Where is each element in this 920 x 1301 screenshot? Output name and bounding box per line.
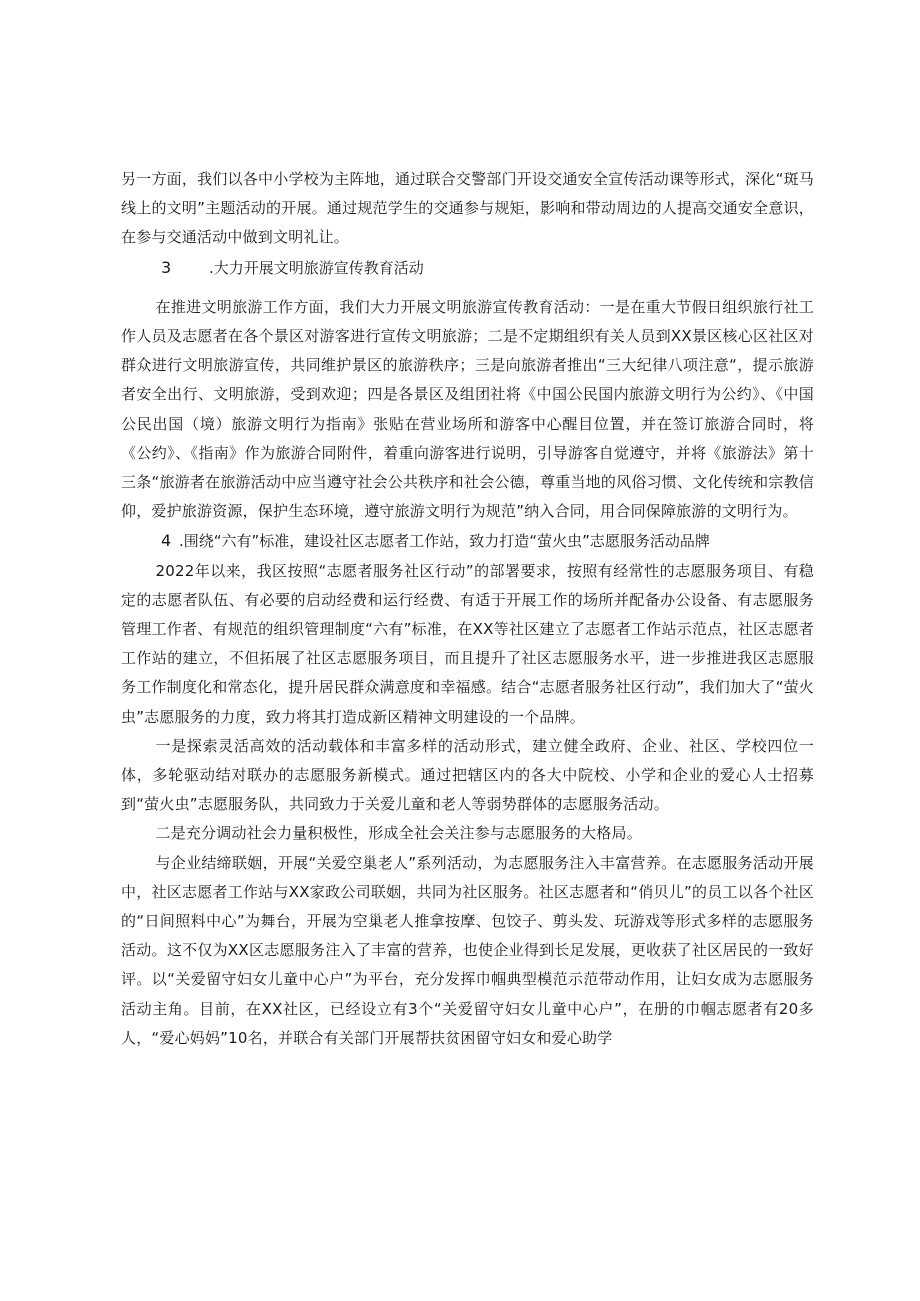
document-body (121, 165, 814, 1053)
paragraph-traffic-safety: 另一方面，我们以各中小学校为主阵地，通过联合交警部门开设交通安全宣传活动课等形式，深化“斑马线上的文明”主题活动的开展。通过规范学生的交通参与规矩，影响和带动周边的人提高交通安全意识，在参与交通活动中做到文明礼让。 (121, 170, 814, 247)
section-heading-3 (121, 253, 814, 283)
section-heading-4 (121, 526, 814, 556)
paragraph-civilized-tourism: 在推进文明旅游工作方面，我们大力开展文明旅游宣传教育活动：一是在重大节假日组织旅行社工作人员及志愿者在各个景区对游客进行宣传文明旅游；二是不定期组织有关人员到XX景区核心区社区对群众进行文明旅游宣传，共同维护景区的旅游秩序；三是向旅游者推出“三大纪律八项注意“，提示旅游者安全出行、文明旅游，受到欢迎；四是各景区及组团社将《中国公民国内旅游文明行为公约》、《中国公民出国（境）旅游文明行为指南》张贴在营业场所和游客中心醒目位置，并在签订旅游合同时，将《公约》、《指南》作为旅游合同附件，着重向游客进行说明，引导游客自觉遵守，并将《旅游法》第十三条“旅游者在旅游活动中应当遵守社会公共秩序和社会公德，尊重当地的风俗习惯、文化传统和宗教信仰，爱护旅游资源，保护生态环境，遵守旅游文明行为规范”纳入合同，用合同保障旅游的文明行为。 (121, 297, 814, 521)
section-number-4: 4 (161, 531, 172, 551)
paragraph-point-two: 二是充分调动社会力量积极性，形成全社会关注参与志愿服务的大格局。 (155, 824, 642, 843)
paragraph-point-one: 一是探索灵活高效的活动载体和丰富多样的活动形式，建立健全政府、企业、社区、学校四位一体，多轮驱动结对联办的志愿服务新模式。通过把辖区内的各大中院校、小学和企业的爱心人士招募到“萤火虫”志愿服务队，共同致力于关爱儿童和老人等弱势群体的志愿服务活动。 (121, 736, 814, 814)
section-title-3: .大力开展文明旅游宣传教育活动 (209, 258, 424, 277)
section-number-3: 3 (161, 257, 172, 277)
paragraph-volunteer-2022: 2022年以来，我区按照“志愿者服务社区行动”的部署要求，按照有经常性的志愿服务项目、有稳定的志愿者队伍、有必要的启动经费和运行经费、有适于开展工作的场所并配备办公设备、有志愿服务管理工作者、有规范的组织管理制度“六有”标准，在XX等社区建立了志愿者工作站示范点，社区志愿者工作站的建立，不但拓展了社区志愿服务项目，而且提升了社区志愿服务水平，进一步推进我区志愿服务工作制度化和常态化，提升居民群众满意度和幸福感。结合“志愿者服务社区行动”，我们加大了“萤火虫”志愿服务的力度，致力将其打造成新区精神文明建设的一个品牌。 (121, 561, 814, 726)
section-title-4: .围绕“六有”标准，建设社区志愿者工作站，致力打造“萤火虫”志愿服务活动品牌 (179, 532, 710, 551)
paragraph-enterprise-partnership: 与企业结缔联姻，开展“关爱空巢老人”系列活动，为志愿服务注入丰富营养。在志愿服务活动开展中，社区志愿者工作站与XX家政公司联姻，共同为社区服务。社区志愿者和“俏贝儿”的员工以各个社区的“日间照料中心”为舞台，开展为空巢老人推拿按摩、包饺子、剪头发、玩游戏等形式多样的志愿服务活动。这不仅为XX区志愿服务注入了丰富的营养，也使企业得到长足发展，更收获了社区居民的一致好评。以“关爱留守妇女儿童中心户”为平台，充分发挥巾帼典型模范示范带动作用，让妇女成为志愿服务活动主角。目前，在XX社区，已经设立有3个“关爱留守妇女儿童中心户”，在册的巾帼志愿者有20多人，“爱心妈妈”10名，并联合有关部门开展帮扶贫困留守妇女和爱心助学 (121, 853, 814, 1047)
